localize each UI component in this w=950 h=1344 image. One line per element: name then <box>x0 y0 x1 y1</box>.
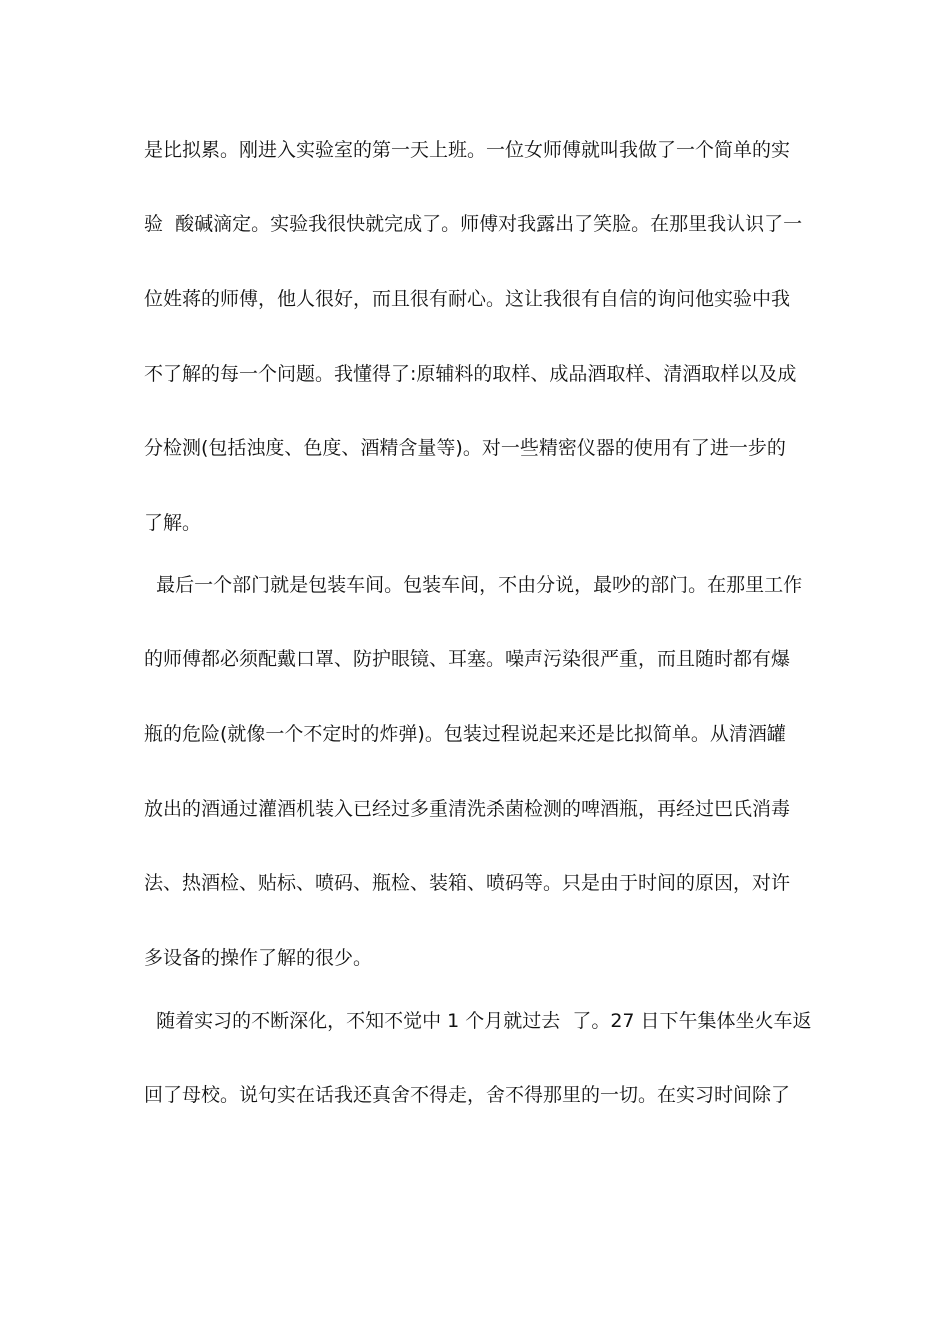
text-line: 验 酸碱滴定。实验我很快就完成了。师傅对我露出了笑脸。在那里我认识了一 <box>144 213 803 235</box>
text-line: 了解。 <box>144 512 202 534</box>
text-line: 多设备的操作了解的很少。 <box>144 947 373 969</box>
text-line: 位姓蒋的师傅，他人很好，而且很有耐心。这让我很有自信的询问他实验中我 <box>144 288 791 310</box>
text-line: 瓶的危险(就像一个不定时的炸弹)。包装过程说起来还是比拟简单。从清酒罐 <box>144 723 786 745</box>
text-line: 最后一个部门就是包装车间。包装车间，不由分说，最吵的部门。在那里工作 <box>144 574 803 596</box>
text-line: 随着实习的不断深化，不知不觉中 1 个月就过去 了。27 日下午集体坐火车返 <box>144 1010 812 1032</box>
text-line: 法、热酒检、贴标、喷码、瓶检、装箱、喷码等。只是由于时间的原因，对许 <box>144 872 791 894</box>
text-line: 分检测(包括浊度、色度、酒精含量等)。对一些精密仪器的使用有了进一步的 <box>144 437 786 459</box>
text-line: 是比拟累。刚进入实验室的第一天上班。一位女师傅就叫我做了一个简单的实 <box>144 139 791 161</box>
text-line: 不了解的每一个问题。我懂得了:原辅料的取样、成品酒取样、清酒取样以及成 <box>144 363 797 385</box>
text-line: 回了母校。说句实在话我还真舍不得走，舍不得那里的一切。在实习时间除了 <box>144 1084 791 1106</box>
text-line: 的师傅都必须配戴口罩、防护眼镜、耳塞。噪声污染很严重，而且随时都有爆 <box>144 648 791 670</box>
text-line: 放出的酒通过灌酒机装入已经过多重清洗杀菌检测的啤酒瓶，再经过巴氏消毒 <box>144 798 791 820</box>
